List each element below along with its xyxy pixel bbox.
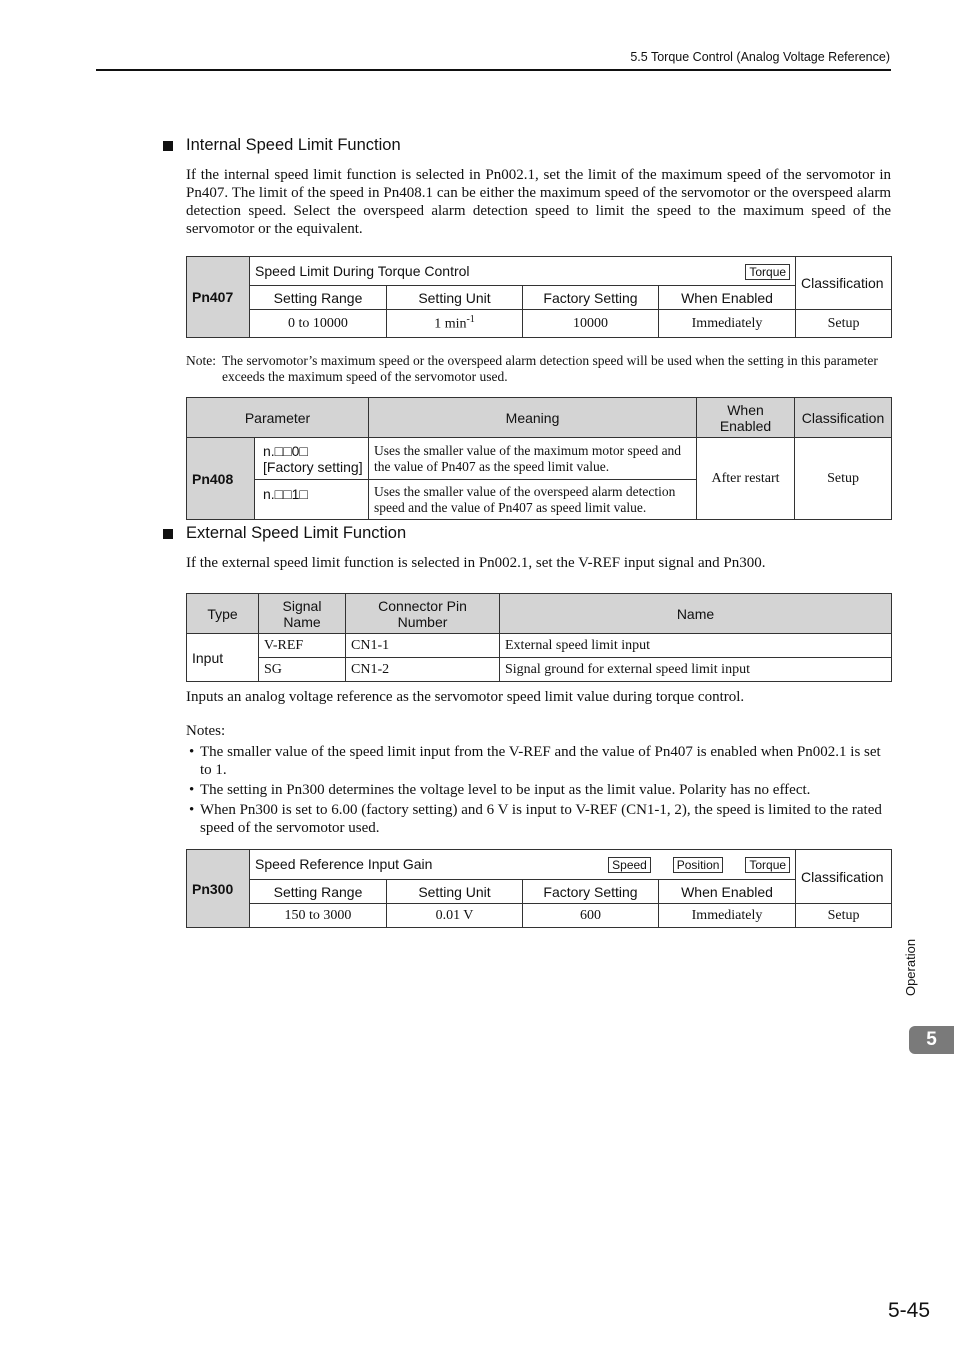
setting-unit: 0.01 V xyxy=(387,904,523,928)
col-header-when-enabled: When Enabled xyxy=(659,286,796,310)
pn408-table xyxy=(186,397,892,520)
pn407-table xyxy=(186,256,892,338)
classification-header: Classification xyxy=(796,257,892,310)
setting-code-0: n.□□0□ [Factory setting] xyxy=(255,438,369,480)
chapter-side-label: Operation xyxy=(903,938,919,997)
section-heading-text: External Speed Limit Function xyxy=(186,524,407,542)
inputs-description: Inputs an analog voltage reference as the servomotor speed limit value during torque control. xyxy=(186,689,745,705)
param-number: Pn408 xyxy=(187,438,255,520)
param-name: Speed Limit During Torque Control xyxy=(255,262,470,279)
col-header-setting-unit: Setting Unit xyxy=(387,286,523,310)
col-header-setting-range: Setting Range xyxy=(250,880,387,904)
param-name: Speed Reference Input Gain xyxy=(255,856,433,872)
connector-pin: CN1-1 xyxy=(346,634,500,658)
setting-meaning-1: Uses the smaller value of the overspeed alarm detection speed and the value of Pn407 as speed limit value. xyxy=(369,480,697,520)
square-bullet-icon xyxy=(163,141,173,151)
when-enabled: Immediately xyxy=(659,310,796,338)
factory-setting: 10000 xyxy=(523,310,659,338)
col-header-parameter: Parameter xyxy=(187,398,369,438)
header-rule xyxy=(96,69,891,71)
col-header-when-enabled: When Enabled xyxy=(697,398,795,438)
setting-range: 150 to 3000 xyxy=(250,904,387,928)
setting-meaning-0: Uses the smaller value of the maximum motor speed and the value of Pn407 as the speed limit value. xyxy=(369,438,697,480)
signal-name: SG xyxy=(259,658,346,682)
col-header-setting-range: Setting Range xyxy=(250,286,387,310)
control-mode-tag: Torque xyxy=(745,264,790,280)
section-heading-internal xyxy=(163,136,401,155)
param-name-cell xyxy=(250,850,796,880)
col-header-connector-pin: Connector Pin Number xyxy=(346,594,500,634)
col-header-setting-unit: Setting Unit xyxy=(387,880,523,904)
col-header-signal-name: Signal Name xyxy=(259,594,346,634)
note-item: • When Pn300 is set to 6.00 (factory setting) and 6 V is input to V-REF (CN1-1, 2), the speed is limited to the rated speed of the servomotor used. xyxy=(186,801,891,837)
col-header-when-enabled: When Enabled xyxy=(659,880,796,904)
note-item: • The setting in Pn300 determines the voltage level to be input as the limit value. Polarity has no effect. xyxy=(186,781,891,799)
note-pn407 xyxy=(186,353,891,385)
setting-code-1: n.□□1□ xyxy=(255,480,369,520)
param-number: Pn300 xyxy=(187,850,250,928)
notes-label: Notes: xyxy=(186,723,226,739)
setting-range: 0 to 10000 xyxy=(250,310,387,338)
page-number: 5-45 xyxy=(887,1299,930,1322)
param-name-cell xyxy=(250,257,796,286)
signal-type: Input xyxy=(187,634,259,682)
pn300-table xyxy=(186,849,892,928)
classification-value: Setup xyxy=(796,904,892,928)
section-body-internal: If the internal speed limit function is selected in Pn002.1, set the limit of the maximum speed of the servomotor in Pn407. The limit of the speed in Pn408.1 can be either the maximum speed of the servomotor or the overspeed alarm detection speed. Select the overspeed alarm detection speed to limit the speed to the maximum speed of the servomotor or the equivalent. xyxy=(186,167,891,237)
classification-value: Setup xyxy=(796,310,892,338)
setting-unit: 1 $\min^{-1}$ xyxy=(387,310,523,338)
classification-value: Setup xyxy=(795,438,892,520)
square-bullet-icon xyxy=(163,529,173,539)
factory-setting: 600 xyxy=(523,904,659,928)
control-mode-tag-torque: Torque xyxy=(745,857,790,873)
signal-table xyxy=(186,593,892,682)
note-text: The servomotor’s maximum speed or the overspeed alarm detection speed will be used when the setting in this parameter exceeds the maximum speed of the servomotor used. xyxy=(222,353,878,384)
signal-name: V-REF xyxy=(259,634,346,658)
signal-description: External speed limit input xyxy=(500,634,892,658)
col-header-classification: Classification xyxy=(795,398,892,438)
running-head: 5.5 Torque Control (Analog Voltage Reference) xyxy=(630,50,890,64)
section-heading-external xyxy=(163,524,406,543)
classification-header: Classification xyxy=(796,850,892,904)
signal-description: Signal ground for external speed limit input xyxy=(500,658,892,682)
col-header-factory-setting: Factory Setting xyxy=(523,880,659,904)
note-label: Note: xyxy=(186,353,216,368)
section-heading-text: Internal Speed Limit Function xyxy=(186,136,401,154)
connector-pin: CN1-2 xyxy=(346,658,500,682)
when-enabled: Immediately xyxy=(659,904,796,928)
when-enabled: After restart xyxy=(697,438,795,520)
control-mode-tag-position: Position xyxy=(673,857,724,873)
param-number: Pn407 xyxy=(187,257,250,338)
col-header-meaning: Meaning xyxy=(369,398,697,438)
notes-block xyxy=(186,722,891,839)
note-item: • The smaller value of the speed limit input from the V-REF and the value of Pn407 is enabled when Pn002.1 is set to 1. xyxy=(186,743,891,779)
control-mode-tag-speed: Speed xyxy=(608,857,651,873)
col-header-factory-setting: Factory Setting xyxy=(523,286,659,310)
section-body-external: If the external speed limit function is selected in Pn002.1, set the V-REF input signal and Pn300. xyxy=(186,555,766,571)
col-header-name: Name xyxy=(500,594,892,634)
col-header-type: Type xyxy=(187,594,259,634)
chapter-tab: 5 xyxy=(909,1026,954,1054)
